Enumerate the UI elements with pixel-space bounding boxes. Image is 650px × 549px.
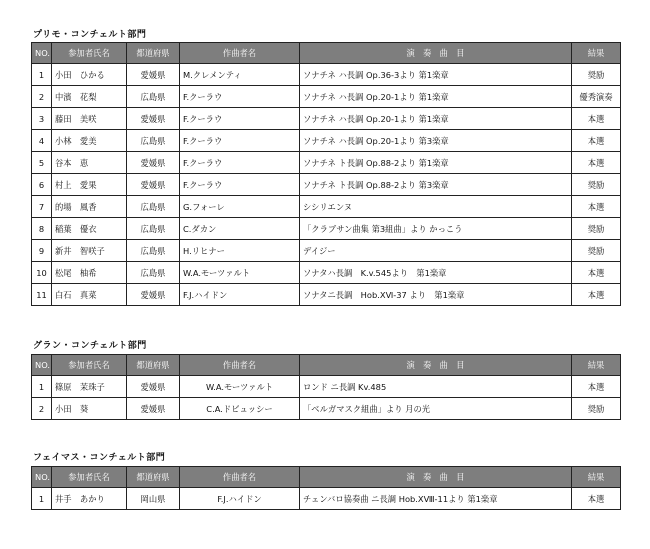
cell-name: 稲葉 優衣 (52, 218, 127, 240)
header-name: 参加者氏名 (52, 355, 127, 376)
table-row (32, 174, 621, 196)
cell-piece: ソナチネ ト長調 Op.88-2より 第1楽章 (300, 152, 572, 174)
cell-name: 新井 智咲子 (52, 240, 127, 262)
cell-piece: シシリエンヌ (300, 196, 572, 218)
cell-pref: 広島県 (127, 262, 180, 284)
header-composer: 作曲者名 (180, 355, 300, 376)
cell-piece: ソナタニ長調 Hob.ⅩⅥ-37 より 第1楽章 (300, 284, 572, 306)
header-no: NO. (32, 43, 52, 64)
header-pref: 都道府県 (127, 355, 180, 376)
cell-composer: W.A.モーツァルト (180, 376, 300, 398)
cell-result: 本選 (572, 262, 621, 284)
cell-pref: 広島県 (127, 86, 180, 108)
cell-piece: ロンド ニ長調 Kv.485 (300, 376, 572, 398)
cell-result: 本選 (572, 284, 621, 306)
results-table-famous (31, 466, 621, 510)
section-title-grand: グラン・コンチェルト部門 (33, 341, 147, 351)
header-row (32, 467, 621, 488)
cell-piece: デイジー (300, 240, 572, 262)
header-name: 参加者氏名 (52, 43, 127, 64)
cell-composer: F.クーラウ (180, 108, 300, 130)
cell-piece: ソナチネ ハ長調 Op.20-1より 第1楽章 (300, 108, 572, 130)
cell-result: 優秀演奏 (572, 86, 621, 108)
cell-result: 奨励 (572, 64, 621, 86)
cell-piece: ソナタハ長調 K.v.545より 第1楽章 (300, 262, 572, 284)
cell-result: 本選 (572, 488, 621, 510)
header-name: 参加者氏名 (52, 467, 127, 488)
cell-pref: 広島県 (127, 196, 180, 218)
cell-result: 本選 (572, 130, 621, 152)
results-table-grand (31, 354, 621, 420)
cell-piece: ソナチネ ハ長調 Op.20-1より 第3楽章 (300, 130, 572, 152)
cell-no: 2 (32, 398, 52, 420)
header-row (32, 355, 621, 376)
cell-no: 1 (32, 64, 52, 86)
cell-piece: ソナチネ ト長調 Op.88-2より 第3楽章 (300, 174, 572, 196)
table-row (32, 376, 621, 398)
header-pref: 都道府県 (127, 43, 180, 64)
table-row (32, 284, 621, 306)
table-row (32, 64, 621, 86)
header-piece: 演 奏 曲 目 (300, 355, 572, 376)
cell-no: 6 (32, 174, 52, 196)
header-piece: 演 奏 曲 目 (300, 43, 572, 64)
cell-composer: M.クレメンティ (180, 64, 300, 86)
results-table-primo (31, 42, 621, 306)
cell-no: 7 (32, 196, 52, 218)
cell-composer: W.A.モーツァルト (180, 262, 300, 284)
cell-no: 2 (32, 86, 52, 108)
cell-name: 白石 真菜 (52, 284, 127, 306)
header-pref: 都道府県 (127, 467, 180, 488)
cell-pref: 広島県 (127, 130, 180, 152)
table-row (32, 108, 621, 130)
cell-composer: H.リヒナー (180, 240, 300, 262)
cell-name: 村上 愛果 (52, 174, 127, 196)
cell-pref: 広島県 (127, 240, 180, 262)
cell-pref: 愛媛県 (127, 108, 180, 130)
cell-composer: F.J.ハイドン (180, 488, 300, 510)
table-row (32, 262, 621, 284)
cell-pref: 愛媛県 (127, 174, 180, 196)
cell-no: 9 (32, 240, 52, 262)
table-row (32, 488, 621, 510)
header-no: NO. (32, 355, 52, 376)
header-no: NO. (32, 467, 52, 488)
cell-pref: 岡山県 (127, 488, 180, 510)
cell-pref: 愛媛県 (127, 398, 180, 420)
cell-no: 4 (32, 130, 52, 152)
table-row (32, 152, 621, 174)
cell-piece: ソナチネ ハ長調 Op.36-3より 第1楽章 (300, 64, 572, 86)
cell-piece: 「クラブサン曲集 第3組曲」より かっこう (300, 218, 572, 240)
cell-piece: 「ベルガマスク組曲」より 月の光 (300, 398, 572, 420)
cell-name: 小林 愛美 (52, 130, 127, 152)
header-row (32, 43, 621, 64)
header-result: 結果 (572, 43, 621, 64)
cell-name: 藤田 美咲 (52, 108, 127, 130)
cell-composer: F.J.ハイドン (180, 284, 300, 306)
cell-no: 1 (32, 488, 52, 510)
table-row (32, 240, 621, 262)
cell-composer: F.クーラウ (180, 174, 300, 196)
cell-result: 奨励 (572, 174, 621, 196)
cell-name: 松尾 柚希 (52, 262, 127, 284)
section-title-primo: プリモ・コンチェルト部門 (33, 30, 147, 40)
cell-name: 井手 あかり (52, 488, 127, 510)
cell-no: 8 (32, 218, 52, 240)
table-row (32, 196, 621, 218)
cell-result: 本選 (572, 152, 621, 174)
cell-result: 奨励 (572, 398, 621, 420)
cell-name: 小田 ひかる (52, 64, 127, 86)
cell-name: 中濱 花梨 (52, 86, 127, 108)
cell-no: 11 (32, 284, 52, 306)
cell-no: 5 (32, 152, 52, 174)
cell-pref: 愛媛県 (127, 64, 180, 86)
cell-result: 本選 (572, 376, 621, 398)
cell-composer: F.クーラウ (180, 152, 300, 174)
cell-composer: G.フォーレ (180, 196, 300, 218)
table-row (32, 218, 621, 240)
cell-no: 10 (32, 262, 52, 284)
cell-result: 本選 (572, 108, 621, 130)
cell-pref: 愛媛県 (127, 152, 180, 174)
cell-no: 1 (32, 376, 52, 398)
cell-piece: チェンバロ協奏曲 ニ長調 Hob.ⅩⅧ-11より 第1楽章 (300, 488, 572, 510)
header-piece: 演 奏 曲 目 (300, 467, 572, 488)
cell-piece: ソナチネ ハ長調 Op.20-1より 第1楽章 (300, 86, 572, 108)
cell-composer: C.A.ドビュッシー (180, 398, 300, 420)
cell-pref: 愛媛県 (127, 376, 180, 398)
cell-result: 本選 (572, 196, 621, 218)
cell-pref: 広島県 (127, 218, 180, 240)
section-title-famous: フェイマス・コンチェルト部門 (33, 453, 166, 463)
cell-composer: F.クーラウ (180, 86, 300, 108)
table-row (32, 398, 621, 420)
cell-name: 篠原 茉珠子 (52, 376, 127, 398)
header-result: 結果 (572, 355, 621, 376)
header-composer: 作曲者名 (180, 43, 300, 64)
cell-name: 谷本 恵 (52, 152, 127, 174)
header-composer: 作曲者名 (180, 467, 300, 488)
cell-name: 的場 風香 (52, 196, 127, 218)
cell-pref: 愛媛県 (127, 284, 180, 306)
table-row (32, 130, 621, 152)
cell-composer: F.クーラウ (180, 130, 300, 152)
cell-result: 奨励 (572, 218, 621, 240)
header-result: 結果 (572, 467, 621, 488)
cell-no: 3 (32, 108, 52, 130)
cell-result: 奨励 (572, 240, 621, 262)
cell-composer: C.ダカン (180, 218, 300, 240)
table-row (32, 86, 621, 108)
cell-name: 小田 葵 (52, 398, 127, 420)
